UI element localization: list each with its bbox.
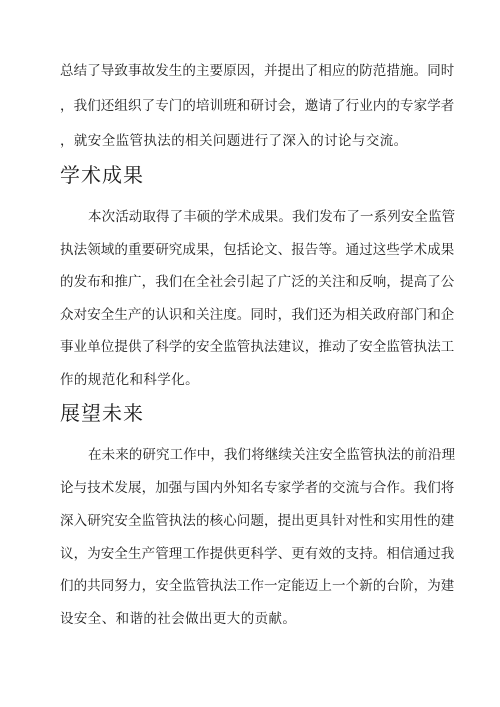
paragraph-line: 事业单位提供了科学的安全监管执法建议，推动了安全监管执法工 (60, 339, 455, 355)
paragraph-line: ，就安全监管执法的相关问题进行了深入的讨论与交流。 (60, 133, 408, 149)
paragraph-line: ，我们还组织了专门的培训班和研讨会，邀请了行业内的专家学者 (60, 98, 455, 114)
paragraph-line: 论与技术发展，加强与国内外知名专家学者的交流与合作。我们将 (60, 480, 455, 496)
paragraph-line: 总结了导致事故发生的主要原因，并提出了相应的防范措施。同时 (60, 63, 455, 79)
section-heading-outlook: 展望未来 (60, 401, 144, 425)
paragraph-line: 议，为安全生产管理工作提供更科学、更有效的支持。相信通过我 (60, 546, 455, 562)
paragraph-line: 的发布和推广，我们在全社会引起了广泛的关注和反响，提高了公 (60, 274, 455, 290)
section-heading-academic: 学术成果 (60, 163, 144, 187)
paragraph-line: 本次活动取得了丰硕的学术成果。我们发布了一系列安全监管 (88, 209, 456, 225)
paragraph-line: 在未来的研究工作中，我们将继续关注安全监管执法的前沿理 (88, 447, 456, 463)
paragraph-line: 作的规范化和科学化。 (60, 372, 199, 388)
paragraph-line: 执法领域的重要研究成果，包括论文、报告等。通过这些学术成果 (60, 242, 455, 258)
paragraph-line: 深入研究安全监管执法的核心问题，提出更具针对性和实用性的建 (60, 513, 455, 529)
paragraph-line: 众对安全生产的认识和关注度。同时，我们还为相关政府部门和企 (60, 307, 455, 323)
paragraph-line: 们的共同努力，安全监管执法工作一定能迈上一个新的台阶，为建 (60, 578, 455, 594)
paragraph-line: 设安全、和谐的社会做出更大的贡献。 (60, 611, 297, 627)
